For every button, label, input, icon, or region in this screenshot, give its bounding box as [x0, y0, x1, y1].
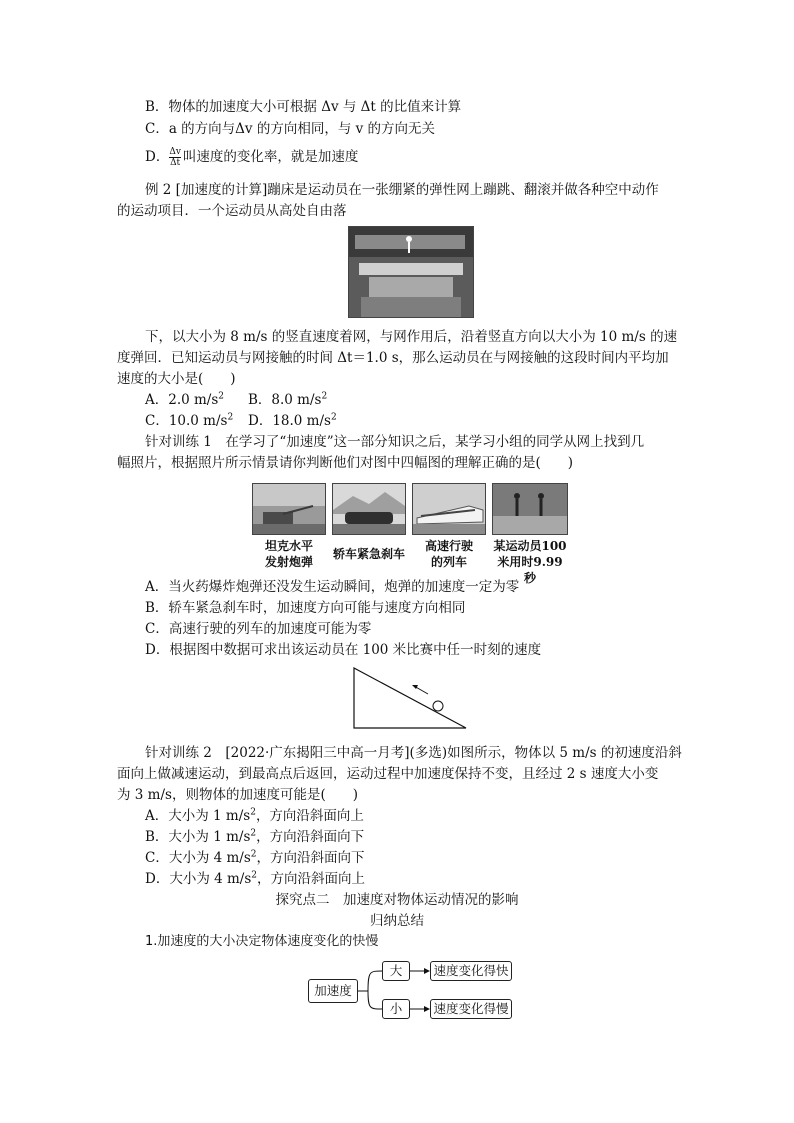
- caption-train: 高速行驶 的列车: [424, 539, 473, 569]
- example2-line3: 下，以大小为 8 m/s 的竖直速度着网，与网作用后，沿着竖直方向以大小为 10 m/s 的速: [145, 329, 678, 345]
- trampoline-image: [349, 227, 473, 317]
- incline-triangle: [354, 668, 466, 728]
- point-1: 1.加速度的大小决定物体速度变化的快慢: [145, 934, 379, 949]
- option-b: B．物体的加速度大小可根据 Δv 与 Δt 的比值来计算: [145, 99, 462, 115]
- train1-line1: 针对训练 1 在学习了“加速度”这一部分知识之后，某学习小组的同学从网上找到几: [145, 434, 645, 450]
- fraction-dv-dt: $\frac{\Delta v}{\Delta t}$: [169, 147, 181, 168]
- train2-option-c: C．大小为 4 $m/s^2$，方向沿斜面向下: [145, 849, 365, 866]
- ex2-option-a: A．2.0 $m/s^2$: [145, 391, 225, 408]
- example2-line4: 度弹回．已知运动员与网接触的时间 Δt＝1.0 s，那么运动员在与网接触的这段时间内平均加: [117, 350, 669, 366]
- train2-line1: 针对训练 2 [2022·广东揭阳三中高一月考](多选)如图所示，物体以 5 m/s 的初速度沿斜: [145, 745, 682, 761]
- train1-option-c: C．高速行驶的列车的加速度可能为零: [145, 621, 372, 637]
- example2-line1: 例 2 [加速度的计算]蹦床是运动员在一张绷紧的弹性网上蹦跳、翻滚并做各种空中动作: [145, 182, 659, 198]
- runner-image: [493, 484, 567, 534]
- flow-small-box: 小: [382, 999, 410, 1019]
- train1-option-b: B．轿车紧急刹车时，加速度方向可能与速度方向相同: [145, 600, 466, 616]
- trampoline-photo: [348, 226, 474, 318]
- incline-ball: [433, 701, 443, 711]
- caption-car: 轿车紧急刹车: [332, 547, 405, 561]
- flow-root-box: 加速度: [308, 979, 358, 1003]
- tank-photo: [252, 483, 326, 535]
- train2-option-d: D．大小为 4 $m/s^2$，方向沿斜面向上: [145, 870, 366, 887]
- section-subtitle: 归纳总结: [370, 913, 424, 929]
- example2-line5: 速度的大小是( ): [117, 371, 236, 387]
- caption-runner: 某运动员100 米用时9.99秒: [493, 539, 567, 585]
- train-image: [413, 484, 485, 534]
- train1-option-d: D．根据图中数据可求出该运动员在 100 米比赛中任一时刻的速度: [145, 642, 542, 658]
- tank-image: [253, 484, 325, 534]
- train2-option-a: A．大小为 1 $m/s^2$，方向沿斜面向上: [145, 807, 364, 824]
- option-c: C．a 的方向与Δv 的方向相同，与 v 的方向无关: [145, 121, 436, 137]
- flow-fast-box: 速度变化得快: [430, 961, 512, 981]
- train2-line2: 面向上做减速运动，到最高点后返回，运动过程中加速度保持不变，且经过 2 s 速度大小变: [117, 766, 659, 782]
- train1-option-a: A．当火药爆炸炮弹还没发生运动瞬间，炮弹的加速度一定为零: [145, 579, 520, 595]
- train1-line2: 幅照片，根据照片所示情景请你判断他们对图中四幅图的理解正确的是( ): [117, 455, 574, 471]
- incline-diagram: [350, 664, 470, 734]
- option-d: D． $\frac{\Delta v}{\Delta t}$ 叫速度的变化率，就是加速度: [145, 147, 359, 168]
- ex2-option-c: C．10.0 $m/s^2$: [145, 412, 234, 429]
- flow-slow-box: 速度变化得慢: [430, 999, 512, 1019]
- flow-big-box: 大: [382, 961, 410, 981]
- example2-line2: 的运动项目．一个运动员从高处自由落: [117, 203, 347, 219]
- caption-tank: 坦克水平 发射炮弹: [264, 539, 313, 569]
- ex2-option-d: D．18.0 $m/s^2$: [248, 412, 337, 429]
- arrow-head: [412, 685, 418, 689]
- train2-line3: 为 3 m/s，则物体的加速度可能是( ): [117, 787, 358, 803]
- ex2-option-b: B．8.0 $m/s^2$: [248, 391, 328, 408]
- train-photo: [412, 483, 486, 535]
- section-title: 探究点二 加速度对物体运动情况的影响: [275, 892, 519, 908]
- car-image: [333, 484, 405, 534]
- runner-photo: [492, 483, 568, 535]
- train2-option-b: B．大小为 1 $m/s^2$，方向沿斜面向下: [145, 828, 365, 845]
- car-photo: [332, 483, 406, 535]
- flow-branch-bottom: [368, 991, 382, 1009]
- flow-branch-top: [368, 971, 382, 991]
